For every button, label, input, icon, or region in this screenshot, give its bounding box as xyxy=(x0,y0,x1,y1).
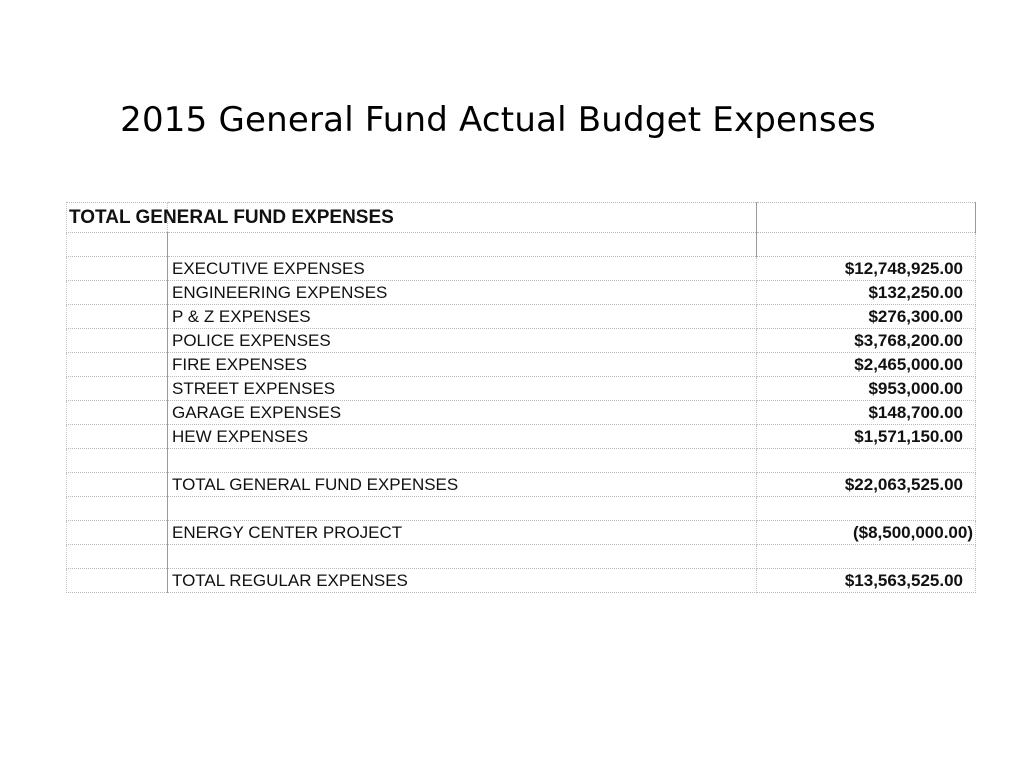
table-row xyxy=(67,377,976,401)
table-row xyxy=(67,305,976,329)
expense-label: ENGINEERING EXPENSES xyxy=(168,281,757,305)
expense-amount: $2,465,000.00 xyxy=(757,353,976,377)
energy-center-label: ENERGY CENTER PROJECT xyxy=(168,521,757,545)
expense-label: P & Z EXPENSES xyxy=(168,305,757,329)
expense-label: STREET EXPENSES xyxy=(168,377,757,401)
expense-label: EXECUTIVE EXPENSES xyxy=(168,257,757,281)
table-row xyxy=(67,401,976,425)
total-regular-row xyxy=(67,569,976,593)
total-general-fund-label: TOTAL GENERAL FUND EXPENSES xyxy=(168,473,757,497)
expense-amount: $12,748,925.00 xyxy=(757,257,976,281)
blank-row xyxy=(67,545,976,569)
blank-row xyxy=(67,449,976,473)
expense-amount: $132,250.00 xyxy=(757,281,976,305)
table-row xyxy=(67,425,976,449)
expense-label: HEW EXPENSES xyxy=(168,425,757,449)
total-general-fund-row xyxy=(67,473,976,497)
table-row xyxy=(67,257,976,281)
expense-amount: $1,571,150.00 xyxy=(757,425,976,449)
total-general-fund-amount: $22,063,525.00 xyxy=(757,473,976,497)
table-row xyxy=(67,281,976,305)
table-row xyxy=(67,353,976,377)
energy-center-row xyxy=(67,521,976,545)
expense-amount: $148,700.00 xyxy=(757,401,976,425)
expense-amount: $3,768,200.00 xyxy=(757,329,976,353)
total-regular-amount: $13,563,525.00 xyxy=(757,569,976,593)
energy-center-amount: ($8,500,000.00) xyxy=(757,521,976,545)
table-heading-row xyxy=(67,203,976,233)
slide-title: 2015 General Fund Actual Budget Expenses xyxy=(120,100,876,140)
blank-row xyxy=(67,497,976,521)
expense-label: POLICE EXPENSES xyxy=(168,329,757,353)
total-regular-label: TOTAL REGULAR EXPENSES xyxy=(168,569,757,593)
table-heading: TOTAL GENERAL FUND EXPENSES xyxy=(67,203,168,233)
expense-table xyxy=(66,202,976,593)
expense-label: FIRE EXPENSES xyxy=(168,353,757,377)
expense-amount: $953,000.00 xyxy=(757,377,976,401)
blank-row xyxy=(67,233,976,257)
expense-amount: $276,300.00 xyxy=(757,305,976,329)
expense-label: GARAGE EXPENSES xyxy=(168,401,757,425)
table-row xyxy=(67,329,976,353)
